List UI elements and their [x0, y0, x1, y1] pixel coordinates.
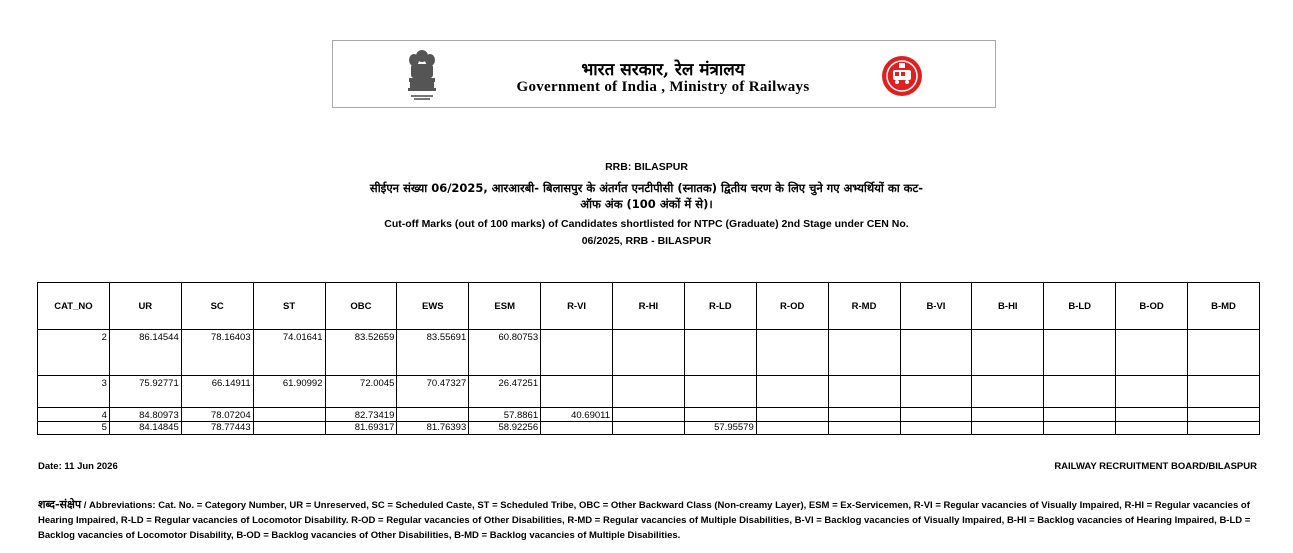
- table-cell: 81.76393: [397, 422, 469, 435]
- table-cell: 2: [38, 330, 110, 376]
- table-cell: [253, 408, 325, 422]
- table-cell: 66.14911: [181, 376, 253, 408]
- table-cell: 70.47327: [397, 376, 469, 408]
- table-cell: [541, 376, 613, 408]
- abbreviations-text: / Abbreviations: Cat. No. = Category Number, UR = Unreserved, SC = Scheduled Caste, ST = Scheduled Tribe, OBC = Other Backward Class (Non-creamy Layer), ESM = Ex-Servicemen, R-VI = Regular vacancies of Visually Impaired, R-HI = Regular vacancies of Hearing Impaired, R-LD = Regular vacancies of Locomotor Disability. R-OD = Regular vacancies of Other Disabilities, R-MD = Regular vacancies of Multiple Disabilities, B-VI = Backlog vacancies of Visually Impaired, B-HI = Backlog vacancies of Hearing Impaired, B-LD = Backlog vacancies of Locomotor Disability, B-OD = Backlog vacancies of Other Disabilities, B-MD = Backlog vacancies of Multiple Disabilities.: [38, 500, 1251, 541]
- table-row: [38, 330, 1260, 376]
- table-cell: [613, 330, 685, 376]
- column-header-st: ST: [253, 283, 325, 330]
- table-cell: [972, 330, 1044, 376]
- document-title-hindi: [0, 180, 1293, 212]
- table-cell: [613, 408, 685, 422]
- table-cell: [972, 408, 1044, 422]
- table-cell: 5: [38, 422, 110, 435]
- table-cell: [1116, 422, 1188, 435]
- column-header-esm: ESM: [469, 283, 541, 330]
- table-cell: [1188, 422, 1260, 435]
- document-title-english-line2: 06/2025, RRB - BILASPUR: [581, 235, 712, 247]
- column-header-b-md: B-MD: [1188, 283, 1260, 330]
- document-title-english-line1: Cut-off Marks (out of 100 marks) of Candidates shortlisted for NTPC (Graduate) 2nd Stage under CEN No.: [384, 218, 909, 230]
- table-cell: [684, 376, 756, 408]
- table-cell: [756, 408, 828, 422]
- table-cell: [972, 376, 1044, 408]
- table-cell: [1116, 376, 1188, 408]
- indian-railways-logo-icon: [879, 55, 925, 97]
- table-cell: [541, 422, 613, 435]
- table-cell: [972, 422, 1044, 435]
- document-date: Date: 11 Jun 2026: [38, 461, 118, 472]
- table-cell: 78.77443: [181, 422, 253, 435]
- column-header-cat-no: CAT_NO: [38, 283, 110, 330]
- table-cell: 61.90992: [253, 376, 325, 408]
- table-cell: 75.92771: [109, 376, 181, 408]
- column-header-b-ld: B-LD: [1044, 283, 1116, 330]
- table-cell: 78.07204: [181, 408, 253, 422]
- table-cell: [756, 422, 828, 435]
- abbreviations-label-hindi: शब्द-संक्षेप: [38, 498, 82, 511]
- table-cell: 4: [38, 408, 110, 422]
- table-cell: 83.55691: [397, 330, 469, 376]
- document-title-english: [0, 216, 1293, 250]
- ministry-title-hindi: भारत सरकार, रेल मंत्रालय: [581, 60, 745, 80]
- table-cell: [828, 422, 900, 435]
- table-cell: 84.80973: [109, 408, 181, 422]
- column-header-ews: EWS: [397, 283, 469, 330]
- table-cell: 57.95579: [684, 422, 756, 435]
- table-cell: [756, 330, 828, 376]
- table-cell: 58.92256: [469, 422, 541, 435]
- table-cell: 57.8861: [469, 408, 541, 422]
- abbreviations-note: [38, 497, 1260, 543]
- table-cell: [1116, 330, 1188, 376]
- letterhead: [332, 40, 996, 108]
- rrb-name: RRB: BILASPUR: [605, 161, 688, 173]
- table-cell: [828, 330, 900, 376]
- table-cell: [684, 408, 756, 422]
- table-row: [38, 408, 1260, 422]
- table-cell: [541, 330, 613, 376]
- table-header-row: [38, 283, 1260, 330]
- table-row: [38, 376, 1260, 408]
- column-header-b-hi: B-HI: [972, 283, 1044, 330]
- column-header-r-md: R-MD: [828, 283, 900, 330]
- cutoff-marks-table: [37, 282, 1260, 435]
- table-cell: [1188, 376, 1260, 408]
- table-cell: [1044, 330, 1116, 376]
- ministry-title-english: Government of India , Ministry of Railways: [516, 79, 810, 95]
- table-cell: 60.80753: [469, 330, 541, 376]
- table-cell: [253, 422, 325, 435]
- national-emblem-icon: [403, 47, 441, 103]
- table-cell: [1044, 408, 1116, 422]
- table-body: [38, 330, 1260, 435]
- column-header-sc: SC: [181, 283, 253, 330]
- table-cell: [828, 408, 900, 422]
- table-cell: [828, 376, 900, 408]
- column-header-r-hi: R-HI: [613, 283, 685, 330]
- table-cell: 82.73419: [325, 408, 397, 422]
- table-cell: 78.16403: [181, 330, 253, 376]
- table-cell: [1044, 376, 1116, 408]
- table-cell: 81.69317: [325, 422, 397, 435]
- table-cell: [1116, 408, 1188, 422]
- column-header-ur: UR: [109, 283, 181, 330]
- table-row: [38, 422, 1260, 435]
- column-header-b-vi: B-VI: [900, 283, 972, 330]
- table-cell: 72.0045: [325, 376, 397, 408]
- column-header-r-vi: R-VI: [541, 283, 613, 330]
- table-cell: 83.52659: [325, 330, 397, 376]
- table-cell: [756, 376, 828, 408]
- column-header-r-ld: R-LD: [684, 283, 756, 330]
- table-cell: 40.69011: [541, 408, 613, 422]
- column-header-b-od: B-OD: [1116, 283, 1188, 330]
- column-header-obc: OBC: [325, 283, 397, 330]
- column-header-r-od: R-OD: [756, 283, 828, 330]
- table-cell: [900, 330, 972, 376]
- table-cell: [1188, 330, 1260, 376]
- table-cell: 84.14845: [109, 422, 181, 435]
- table-cell: 74.01641: [253, 330, 325, 376]
- table-cell: [684, 330, 756, 376]
- document-title-hindi-text: सीईएन संख्या 06/2025, आरआरबी- बिलासपुर के अंतर्गत एनटीपीसी (स्नातक) द्वितीय चरण के लिए चुने गए अभ्यर्थियों का कट-ऑफ अंक (100 अंकों में से)।: [369, 181, 924, 211]
- table-cell: 86.14544: [109, 330, 181, 376]
- table-cell: [397, 408, 469, 422]
- table-cell: [613, 376, 685, 408]
- table-cell: 26.47251: [469, 376, 541, 408]
- table-cell: 3: [38, 376, 110, 408]
- table-cell: [1188, 408, 1260, 422]
- table-cell: [613, 422, 685, 435]
- table-cell: [1044, 422, 1116, 435]
- table-cell: [900, 422, 972, 435]
- table-cell: [900, 408, 972, 422]
- table-cell: [900, 376, 972, 408]
- issuing-board: RAILWAY RECRUITMENT BOARD/BILASPUR: [1054, 461, 1257, 472]
